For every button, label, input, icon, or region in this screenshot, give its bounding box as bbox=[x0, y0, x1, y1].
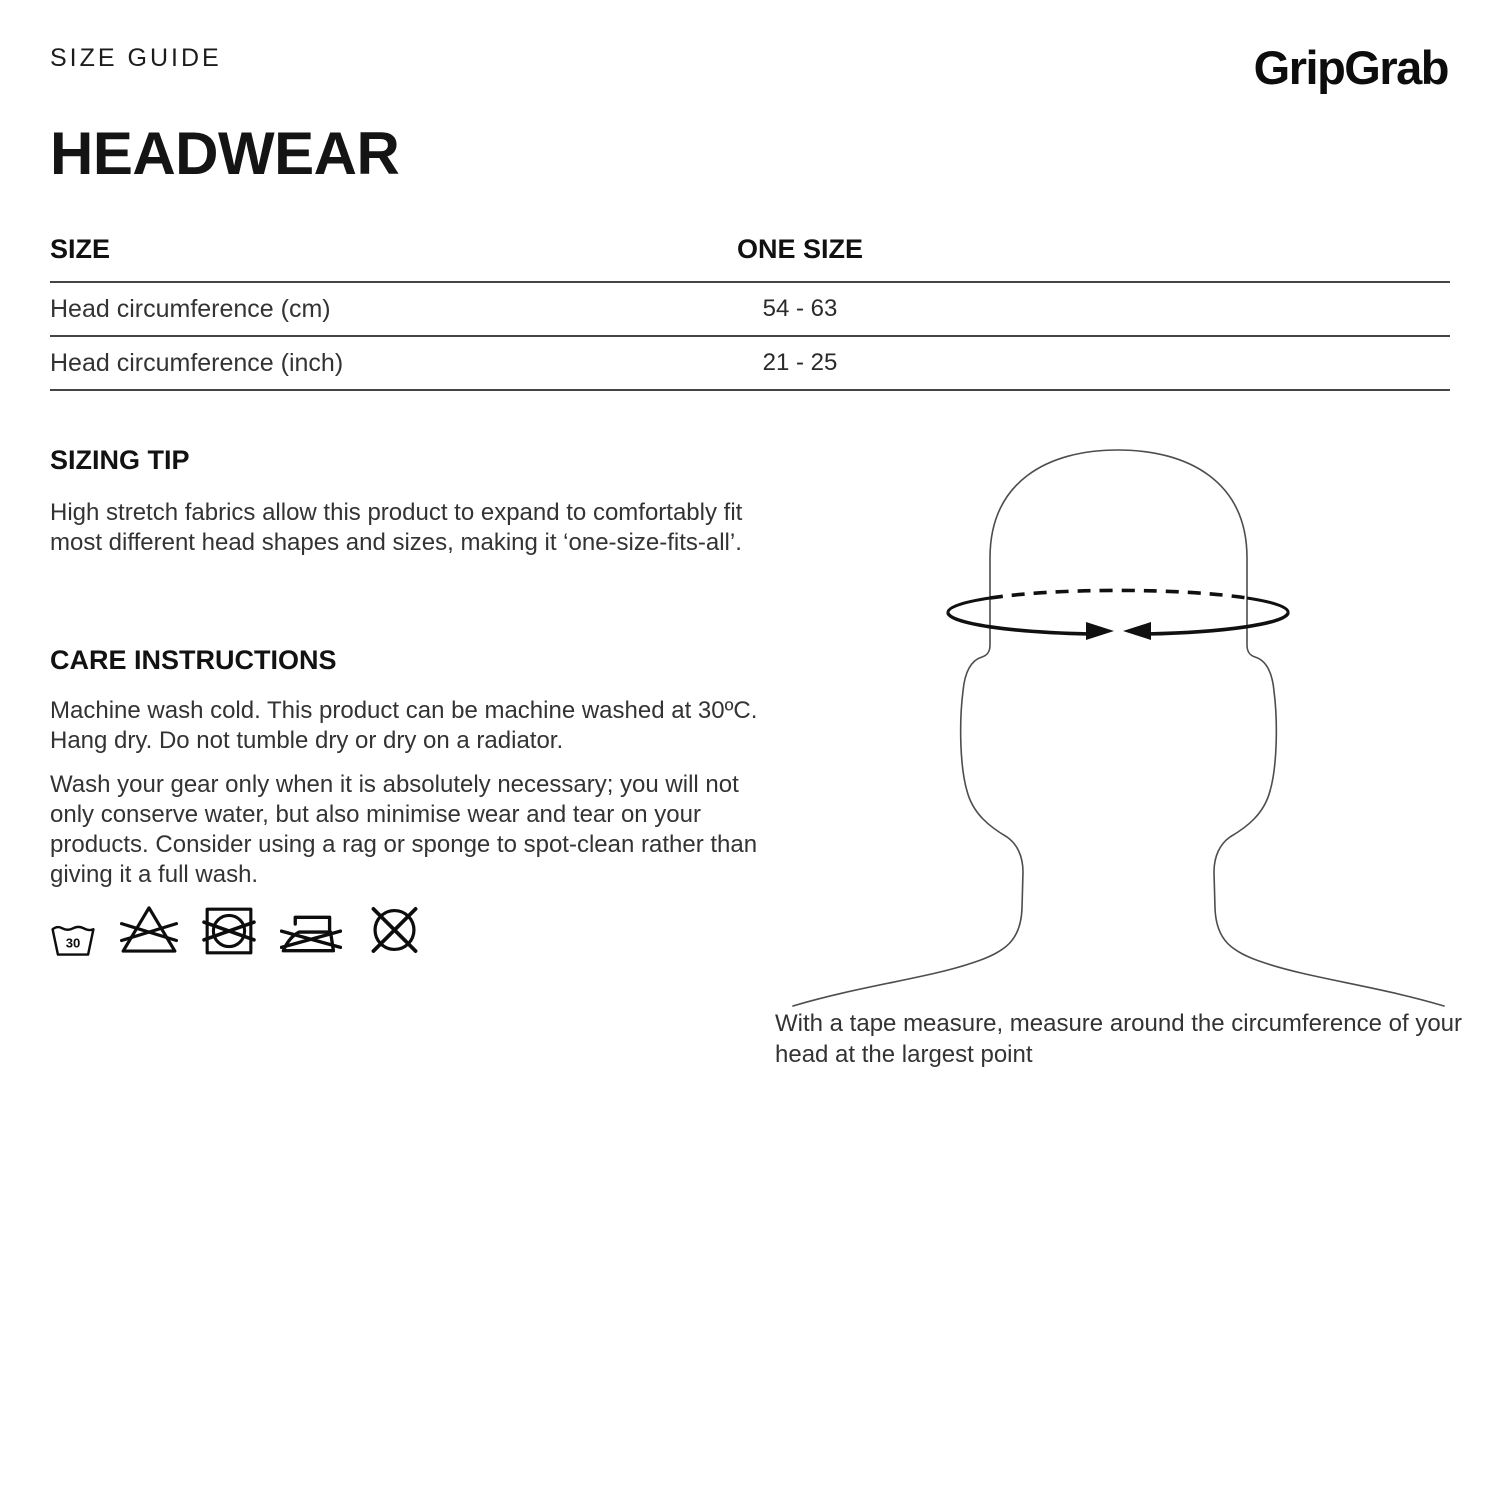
size-column-header: SIZE bbox=[50, 234, 111, 264]
tape-measure-solid-arc bbox=[948, 598, 990, 613]
sizing-tip-text: High stretch fabrics allow this product to expand to comfortably fit most different head shapes and sizes, making it ‘one-size-fits-all’. bbox=[50, 499, 743, 556]
care-instructions-section bbox=[50, 645, 760, 890]
do-not-bleach-icon bbox=[120, 903, 178, 957]
head-measurement-illustration bbox=[760, 440, 1460, 1020]
do-not-dry-clean-icon bbox=[366, 903, 423, 957]
brand-logo: GripGrab bbox=[1253, 41, 1448, 94]
size-table bbox=[50, 234, 1450, 391]
one-size-column-header: ONE SIZE bbox=[736, 234, 864, 264]
svg-text:30: 30 bbox=[65, 935, 81, 951]
table-row-head-circumference-cm bbox=[50, 283, 1450, 337]
machine-wash-30-icon bbox=[50, 922, 96, 957]
row-value: 54 - 63 bbox=[762, 295, 838, 322]
head-outline bbox=[793, 450, 1444, 1006]
sizing-tip-section bbox=[50, 445, 760, 558]
table-row-head-circumference-inch bbox=[50, 337, 1450, 391]
care-paragraph: Wash your gear only when it is absolutely necessary; you will not only conserve water, but also minimise wear and tear on your products. Consider using a rag or sponge to spot-clean rather than giving it a full wash. bbox=[50, 771, 758, 888]
do-not-iron-icon bbox=[280, 911, 342, 957]
sizing-tip-heading: SIZING TIP bbox=[50, 445, 190, 475]
size-table-header-row bbox=[50, 234, 1450, 283]
tape-measure-dashed-arc bbox=[990, 590, 1247, 598]
measurement-caption: With a tape measure, measure around the circumference of your head at the largest point bbox=[775, 1010, 1462, 1068]
care-paragraph: Machine wash cold. This product can be machine washed at 30ºC. Hang dry. Do not tumble dry or dry on a radiator. bbox=[50, 697, 758, 754]
tape-measure-solid-arc bbox=[1146, 613, 1288, 634]
size-guide-label: SIZE GUIDE bbox=[50, 44, 222, 72]
row-value: 21 - 25 bbox=[762, 349, 838, 376]
row-label: Head circumference (inch) bbox=[50, 348, 344, 377]
care-symbols-row bbox=[50, 903, 423, 957]
arrow-left-icon bbox=[1123, 622, 1151, 640]
do-not-tumble-dry-icon bbox=[202, 905, 256, 957]
page-title: HEADWEAR bbox=[50, 120, 400, 187]
tape-measure-solid-arc bbox=[1247, 598, 1288, 613]
row-label: Head circumference (cm) bbox=[50, 294, 331, 323]
care-instructions-heading: CARE INSTRUCTIONS bbox=[50, 645, 337, 675]
arrow-right-icon bbox=[1086, 622, 1114, 640]
tape-measure-solid-arc bbox=[948, 613, 1090, 634]
